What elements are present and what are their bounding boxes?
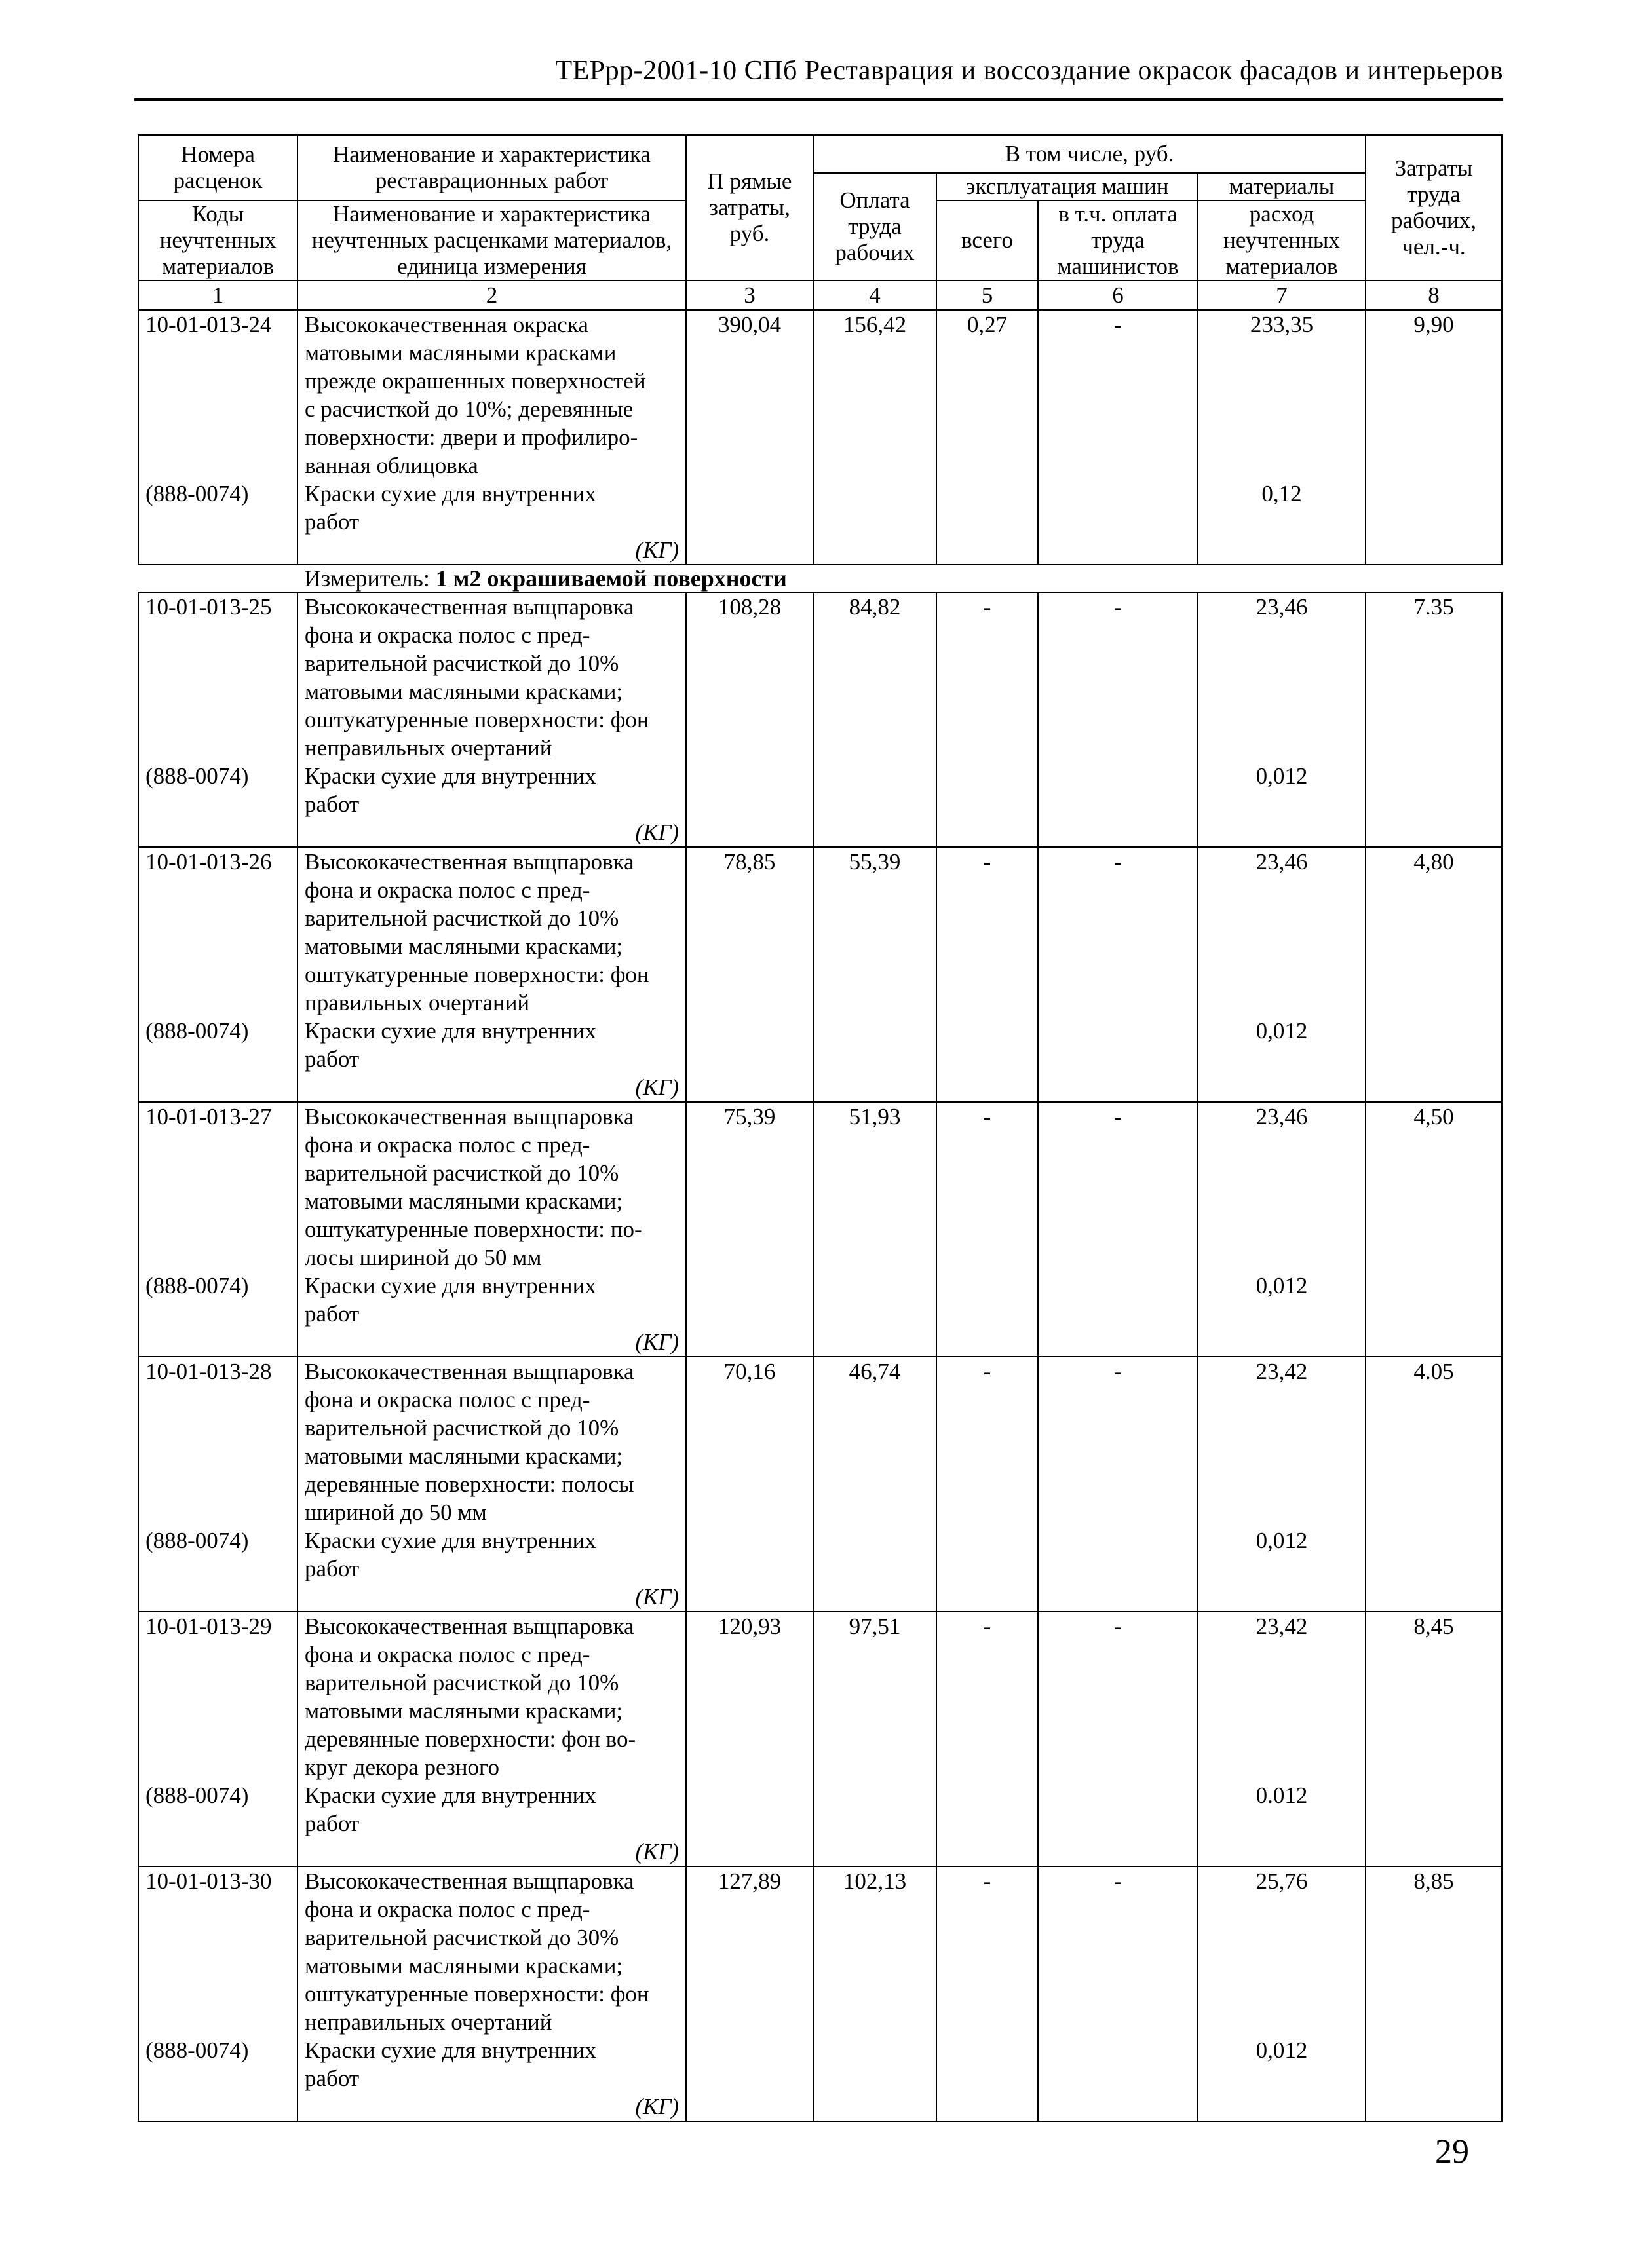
desc-line: фона и окраска полос с пред- <box>305 1642 590 1667</box>
header-machinist-pay: в т.ч. оплата труда машинистов <box>1038 200 1198 280</box>
header-machines-total: всего <box>936 200 1038 280</box>
material-amount: 0,012 <box>1255 2037 1308 2063</box>
desc-line: деревянные поверхности: фон во- <box>305 1726 636 1752</box>
unit-note: (КГ) <box>635 2094 679 2119</box>
table-row <box>138 310 1502 565</box>
header-machines: эксплуатация машин <box>936 173 1198 200</box>
unit-note: (КГ) <box>635 1329 679 1355</box>
direct-costs: 78,85 <box>686 847 813 1102</box>
desc-line: матовыми масляными красками <box>305 340 617 366</box>
material-desc-line: работ <box>305 791 360 817</box>
machinist-pay: - <box>1038 1357 1198 1612</box>
labor-hours: 4,80 <box>1366 847 1502 1102</box>
material-desc-line: работ <box>305 1301 360 1327</box>
header-direct-costs: П рямые затраты, руб. <box>686 135 813 280</box>
col-number: 7 <box>1198 280 1366 310</box>
col-number: 6 <box>1038 280 1198 310</box>
desc-line: оштукатуренные поверхности: фон <box>305 962 649 987</box>
rate-code-cell <box>138 1357 297 1612</box>
col-number: 3 <box>686 280 813 310</box>
labor-hours: 4,50 <box>1366 1102 1502 1357</box>
desc-line: фона и окраска полос с пред- <box>305 877 590 903</box>
material-desc-line: Краски сухие для внутренних <box>305 1273 596 1298</box>
description-cell <box>297 592 686 847</box>
desc-line: Высококачественная выщпаровка <box>305 1104 634 1129</box>
col-number: 1 <box>138 280 297 310</box>
col-number: 4 <box>813 280 936 310</box>
unit-note: (КГ) <box>635 1839 679 1864</box>
desc-line: правильных очертаний <box>305 990 530 1015</box>
materials-cell <box>1198 847 1366 1102</box>
page-number: 29 <box>1435 2133 1469 2170</box>
material-desc-line: работ <box>305 1046 360 1072</box>
desc-line: Высококачественная выщпаровка <box>305 1868 634 1894</box>
labor-pay: 102,13 <box>813 1866 936 2121</box>
labor-hours: 8,45 <box>1366 1612 1502 1866</box>
labor-pay: 84,82 <box>813 592 936 847</box>
labor-pay: 97,51 <box>813 1612 936 1866</box>
machinist-pay: - <box>1038 310 1198 565</box>
material-desc-line: работ <box>305 2066 360 2091</box>
measure-value: 1 м2 окрашиваемой поверхности <box>435 565 787 592</box>
materials-cost: 23,46 <box>1255 1104 1308 1129</box>
column-numbers-row <box>138 280 1502 310</box>
materials-cell <box>1198 1357 1366 1612</box>
desc-line: шириной до 50 мм <box>305 1500 487 1525</box>
description-cell <box>297 1612 686 1866</box>
desc-line: поверхности: двери и профилиро- <box>305 425 638 450</box>
materials-cell <box>1198 1866 1366 2121</box>
labor-pay: 156,42 <box>813 310 936 565</box>
direct-costs: 390,04 <box>686 310 813 565</box>
machinist-pay: - <box>1038 1612 1198 1866</box>
rate-code-cell <box>138 1102 297 1357</box>
desc-line: матовыми масляными красками; <box>305 679 623 704</box>
description-cell <box>297 1866 686 2121</box>
header-material-description: Наименование и характеристика неучтенных расценками материалов, единица измерения <box>297 200 686 280</box>
labor-pay: 51,93 <box>813 1102 936 1357</box>
material-desc-line: работ <box>305 509 360 535</box>
header-rate-numbers: Номера расценок <box>138 135 297 200</box>
materials-cell <box>1198 1612 1366 1866</box>
desc-line: варительной расчисткой до 10% <box>305 651 619 676</box>
direct-costs: 120,93 <box>686 1612 813 1866</box>
labor-hours: 9,90 <box>1366 310 1502 565</box>
materials-cost: 25,76 <box>1255 1868 1308 1894</box>
rate-code: 10-01-013-25 <box>145 594 272 620</box>
machinist-pay: - <box>1038 1102 1198 1357</box>
desc-line: Высококачественная окраска <box>305 312 588 337</box>
materials-cost: 23,46 <box>1255 849 1308 875</box>
machinist-pay: - <box>1038 592 1198 847</box>
desc-line: варительной расчисткой до 10% <box>305 905 619 931</box>
machines-total: - <box>936 1357 1038 1612</box>
table-row <box>138 1612 1502 1866</box>
rate-code-cell <box>138 1866 297 2121</box>
rates-table <box>138 134 1503 2122</box>
desc-line: варительной расчисткой до 10% <box>305 1670 619 1695</box>
material-desc-line: Краски сухие для внутренних <box>305 1783 596 1808</box>
description-cell <box>297 310 686 565</box>
rate-code: 10-01-013-27 <box>145 1104 272 1129</box>
header-title: ТЕРрр-2001-10 СПб Реставрация и воссоздание окрасок фасадов и интерьеров <box>555 56 1503 86</box>
rate-code-cell <box>138 1612 297 1866</box>
table-row <box>138 592 1502 847</box>
materials-cell <box>1198 310 1366 565</box>
rate-code-cell <box>138 847 297 1102</box>
desc-line: варительной расчисткой до 10% <box>305 1160 619 1186</box>
rate-code-cell <box>138 592 297 847</box>
table-row <box>138 1357 1502 1612</box>
desc-line: матовыми масляными красками; <box>305 1443 623 1469</box>
desc-line: неправильных очертаний <box>305 2009 552 2035</box>
desc-line: ванная облицовка <box>305 453 478 478</box>
material-code: (888-0074) <box>145 1018 249 1044</box>
header-material-codes: Коды неучтенных материалов <box>138 200 297 280</box>
machines-total: 0,27 <box>936 310 1038 565</box>
direct-costs: 108,28 <box>686 592 813 847</box>
material-code: (888-0074) <box>145 763 249 789</box>
desc-line: матовыми масляными красками; <box>305 1698 623 1724</box>
desc-line: неправильных очертаний <box>305 735 552 761</box>
desc-line: круг декора резного <box>305 1754 500 1780</box>
desc-line: оштукатуренные поверхности: фон <box>305 1981 649 2007</box>
desc-line: Высококачественная выщпаровка <box>305 1359 634 1384</box>
material-code: (888-0074) <box>145 481 249 506</box>
machines-total: - <box>936 592 1038 847</box>
direct-costs: 75,39 <box>686 1102 813 1357</box>
machinist-pay: - <box>1038 1866 1198 2121</box>
desc-line: деревянные поверхности: полосы <box>305 1471 634 1497</box>
measure-label: Измеритель: <box>304 565 430 592</box>
materials-cost: 23,42 <box>1255 1359 1308 1384</box>
desc-line: матовыми масляными красками; <box>305 1953 623 1978</box>
rate-code: 10-01-013-28 <box>145 1359 272 1384</box>
material-desc-line: Краски сухие для внутренних <box>305 481 596 506</box>
materials-cost: 23,42 <box>1255 1614 1308 1639</box>
material-amount: 0,012 <box>1255 1273 1308 1298</box>
material-desc-line: Краски сухие для внутренних <box>305 1528 596 1553</box>
desc-line: матовыми масляными красками; <box>305 934 623 959</box>
material-desc-line: Краски сухие для внутренних <box>305 2037 596 2063</box>
labor-hours: 7.35 <box>1366 592 1502 847</box>
machines-total: - <box>936 847 1038 1102</box>
unit-note: (КГ) <box>635 1584 679 1610</box>
desc-line: Высококачественная выщпаровка <box>305 594 634 620</box>
labor-hours: 4.05 <box>1366 1357 1502 1612</box>
machines-total: - <box>936 1866 1038 2121</box>
header-material-consumption: расход неучтенных материалов <box>1198 200 1366 280</box>
desc-line: фона и окраска полос с пред- <box>305 1387 590 1412</box>
col-number: 5 <box>936 280 1038 310</box>
header-work-description: Наименование и характеристика реставрационных работ <box>297 135 686 200</box>
header-labor-hours: Затраты труда рабочих, чел.-ч. <box>1366 135 1502 280</box>
unit-note: (КГ) <box>635 820 679 845</box>
table-row <box>138 1866 1502 2121</box>
materials-cost: 23,46 <box>1255 594 1308 620</box>
direct-costs: 127,89 <box>686 1866 813 2121</box>
desc-line: Высококачественная выщпаровка <box>305 1614 634 1639</box>
material-code: (888-0074) <box>145 1528 249 1553</box>
table-header <box>138 135 1502 310</box>
table-row <box>138 1102 1502 1357</box>
materials-cell <box>1198 592 1366 847</box>
machines-total: - <box>936 1102 1038 1357</box>
rate-code: 10-01-013-24 <box>145 312 272 337</box>
description-cell <box>297 1357 686 1612</box>
desc-line: варительной расчисткой до 10% <box>305 1415 619 1441</box>
desc-line: матовыми масляными красками; <box>305 1188 623 1214</box>
material-desc-line: Краски сухие для внутренних <box>305 763 596 789</box>
description-cell <box>297 1102 686 1357</box>
direct-costs: 70,16 <box>686 1357 813 1612</box>
machines-total: - <box>936 1612 1038 1866</box>
desc-line: фона и окраска полос с пред- <box>305 1897 590 1922</box>
desc-line: с расчисткой до 10%; деревянные <box>305 396 634 422</box>
desc-line: оштукатуренные поверхности: по- <box>305 1217 642 1242</box>
desc-line: прежде окрашенных поверхностей <box>305 368 646 394</box>
header-rule <box>134 98 1503 101</box>
desc-line: фона и окраска полос с пред- <box>305 1132 590 1158</box>
rate-code: 10-01-013-30 <box>145 1868 272 1894</box>
rate-code: 10-01-013-29 <box>145 1614 272 1639</box>
material-amount: 0.012 <box>1255 1783 1308 1808</box>
material-amount: 0,012 <box>1255 1528 1308 1553</box>
materials-cell <box>1198 1102 1366 1357</box>
table-row <box>138 847 1502 1102</box>
header-including: В том числе, руб. <box>813 135 1366 173</box>
machinist-pay: - <box>1038 847 1198 1102</box>
col-number: 2 <box>297 280 686 310</box>
unit-note: (КГ) <box>635 537 679 563</box>
material-amount: 0,012 <box>1255 1018 1308 1044</box>
materials-cost: 233,35 <box>1250 312 1314 337</box>
labor-pay: 55,39 <box>813 847 936 1102</box>
desc-line: Высококачественная выщпаровка <box>305 849 634 875</box>
header-materials: материалы <box>1198 173 1366 200</box>
material-desc-line: Краски сухие для внутренних <box>305 1018 596 1044</box>
material-desc-line: работ <box>305 1556 360 1581</box>
rate-code: 10-01-013-26 <box>145 849 272 875</box>
desc-line: лосы шириной до 50 мм <box>305 1245 542 1270</box>
material-code: (888-0074) <box>145 2037 249 2063</box>
unit-note: (КГ) <box>635 1074 679 1100</box>
measure-row <box>138 565 1502 592</box>
material-code: (888-0074) <box>145 1273 249 1298</box>
material-amount: 0,12 <box>1261 481 1302 506</box>
col-number: 8 <box>1366 280 1502 310</box>
labor-hours: 8,85 <box>1366 1866 1502 2121</box>
material-amount: 0,012 <box>1255 763 1308 789</box>
labor-pay: 46,74 <box>813 1357 936 1612</box>
material-desc-line: работ <box>305 1811 360 1836</box>
desc-line: фона и окраска полос с пред- <box>305 622 590 648</box>
rate-code-cell <box>138 310 297 565</box>
desc-line: варительной расчисткой до 30% <box>305 1925 619 1950</box>
header-labor-pay: Оплата труда рабочих <box>813 173 936 280</box>
material-code: (888-0074) <box>145 1783 249 1808</box>
desc-line: оштукатуренные поверхности: фон <box>305 707 649 732</box>
description-cell <box>297 847 686 1102</box>
